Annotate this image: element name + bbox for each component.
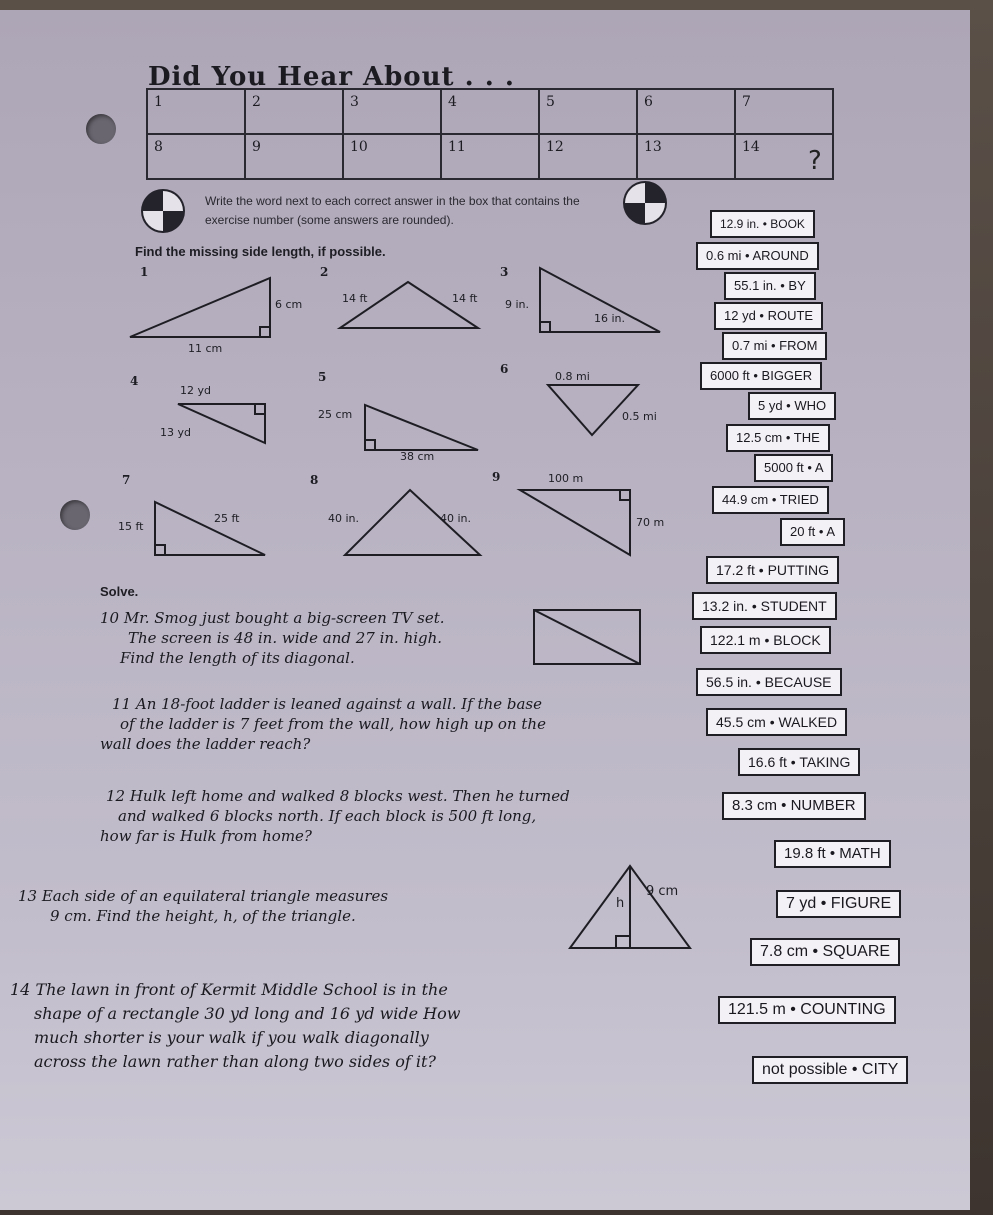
answer-box: 12.9 in. • BOOK (710, 210, 815, 238)
right-angle-mark (540, 322, 550, 332)
problem-line: 12 Hulk left home and walked 8 blocks west. Then he turned (106, 787, 570, 805)
worksheet-paper (0, 10, 970, 1210)
answer-box: 0.6 mi • AROUND (696, 242, 819, 270)
side-label: 40 in. (440, 512, 472, 525)
triangle-4 (178, 404, 265, 443)
answer-box: 17.2 ft • PUTTING (706, 556, 839, 584)
answer-box: 55.1 in. • BY (724, 272, 816, 300)
answer-box: 8.3 cm • NUMBER (722, 792, 866, 820)
answer-box: 12 yd • ROUTE (714, 302, 823, 330)
side-label: 70 m (636, 516, 665, 529)
code-cell: 14 (735, 134, 833, 179)
side-label: 15 ft (118, 520, 144, 533)
answer-box: 121.5 m • COUNTING (718, 996, 896, 1024)
find-header: Find the missing side length, if possible. (135, 244, 386, 259)
problem-line: and walked 6 blocks north. If each block is 500 ft long, (118, 807, 537, 825)
side-label: 13 yd (160, 426, 191, 439)
code-cell: 2 (245, 89, 343, 134)
side-label: 12 yd (180, 384, 211, 397)
answer-box: 0.7 mi • FROM (722, 332, 827, 360)
figure-number: 8 (310, 473, 319, 487)
problem-line: wall does the ladder reach? (100, 735, 311, 753)
side-label: 25 ft (214, 512, 240, 525)
problem-line: across the lawn rather than along two sides of it? (34, 1052, 436, 1071)
answer-box: 20 ft • A (780, 518, 845, 546)
side-label: 100 m (548, 472, 584, 485)
problem-line: 9 cm. Find the height, h, of the triangle. (50, 907, 356, 925)
answer-box: 5000 ft • A (754, 454, 833, 482)
triangle-7 (155, 502, 265, 555)
problem-line: of the ladder is 7 feet from the wall, how high up on the (120, 715, 546, 733)
side-label: 14 ft (342, 292, 368, 305)
answer-box: 6000 ft • BIGGER (700, 362, 822, 390)
side-label: 11 cm (188, 342, 223, 355)
triangle-9 (520, 490, 630, 555)
answer-box: 122.1 m • BLOCK (700, 626, 831, 654)
problem-12 (100, 786, 570, 846)
triangle-5 (365, 405, 478, 450)
worksheet-title: Did You Hear About . . . (148, 62, 515, 92)
answer-box: not possible • CITY (752, 1056, 908, 1084)
problem-line: 11 An 18-foot ladder is leaned against a wall. If the base (112, 695, 542, 713)
height-label: h (616, 896, 625, 911)
answer-box: 7.8 cm • SQUARE (750, 938, 900, 966)
figure-number: 3 (500, 265, 509, 279)
side-label: 9 in. (505, 298, 530, 311)
tv-rectangle-diagram (532, 608, 644, 668)
triangle-1 (130, 278, 270, 337)
side-label: 0.8 mi (555, 370, 590, 383)
answer-box: 45.5 cm • WALKED (706, 708, 847, 736)
problem-11 (100, 694, 546, 754)
side-label: 25 cm (318, 408, 353, 421)
answer-box: 56.5 in. • BECAUSE (696, 668, 842, 696)
figure-number: 5 (318, 370, 327, 384)
figure-number: 2 (320, 265, 329, 279)
side-label: 0.5 mi (622, 410, 657, 423)
problem-line: much shorter is your walk if you walk diagonally (34, 1028, 429, 1047)
answer-box: 16.6 ft • TAKING (738, 748, 860, 776)
problem-14 (10, 978, 460, 1074)
right-angle-mark (155, 545, 165, 555)
solve-header: Solve. (100, 584, 139, 599)
code-cell: 1 (147, 89, 245, 134)
problem-13 (18, 886, 388, 926)
figure-number: 7 (122, 473, 131, 487)
answer-box: 5 yd • WHO (748, 392, 836, 420)
code-cell: 7 (735, 89, 833, 134)
side-label: 14 ft (452, 292, 478, 305)
problem-10 (100, 608, 445, 668)
figure-number: 4 (130, 374, 139, 388)
code-cell: 10 (343, 134, 441, 179)
side-label: 16 in. (594, 312, 626, 325)
equilateral-triangle-diagram (560, 858, 700, 954)
problem-line: 13 Each side of an equilateral triangle measures (18, 887, 389, 905)
instructions-text: Write the word next to each correct answer in the box that contains the exercise number (some answers are rounded). (205, 194, 580, 227)
side-label: 38 cm (400, 450, 435, 463)
right-angle-mark (365, 440, 375, 450)
side-label: 9 cm (646, 884, 679, 899)
triangle-2 (340, 282, 478, 328)
problem-line: Find the length of its diagonal. (120, 649, 355, 667)
answer-box: 12.5 cm • THE (726, 424, 830, 452)
right-angle-mark (620, 490, 630, 500)
code-cell: 4 (441, 89, 539, 134)
code-cell: 5 (539, 89, 637, 134)
right-angle-mark (260, 327, 270, 337)
problem-line: shape of a rectangle 30 yd long and 16 yd wide How (34, 1004, 461, 1023)
answer-box: 19.8 ft • MATH (774, 840, 891, 868)
code-cell: 11 (441, 134, 539, 179)
answer-box: 44.9 cm • TRIED (712, 486, 829, 514)
code-cell: 13 (637, 134, 735, 179)
right-angle-mark (255, 404, 265, 414)
figure-number: 1 (140, 265, 149, 279)
problem-line: how far is Hulk from home? (100, 827, 312, 845)
problem-line: The screen is 48 in. wide and 27 in. high. (128, 629, 443, 647)
side-label: 40 in. (328, 512, 360, 525)
code-cell: 6 (637, 89, 735, 134)
code-cell: 9 (245, 134, 343, 179)
code-cell: 8 (147, 134, 245, 179)
figure-number: 6 (500, 362, 509, 376)
problem-line: 10 Mr. Smog just bought a big-screen TV set. (100, 609, 445, 627)
figure-number: 9 (492, 470, 501, 484)
question-mark: ? (808, 146, 822, 176)
problem-line: 14 The lawn in front of Kermit Middle School is in the (10, 980, 448, 999)
answer-box: 7 yd • FIGURE (776, 890, 901, 918)
code-cell: 3 (343, 89, 441, 134)
answer-box: 13.2 in. • STUDENT (692, 592, 837, 620)
side-label: 6 cm (275, 298, 303, 311)
code-cell: 12 (539, 134, 637, 179)
